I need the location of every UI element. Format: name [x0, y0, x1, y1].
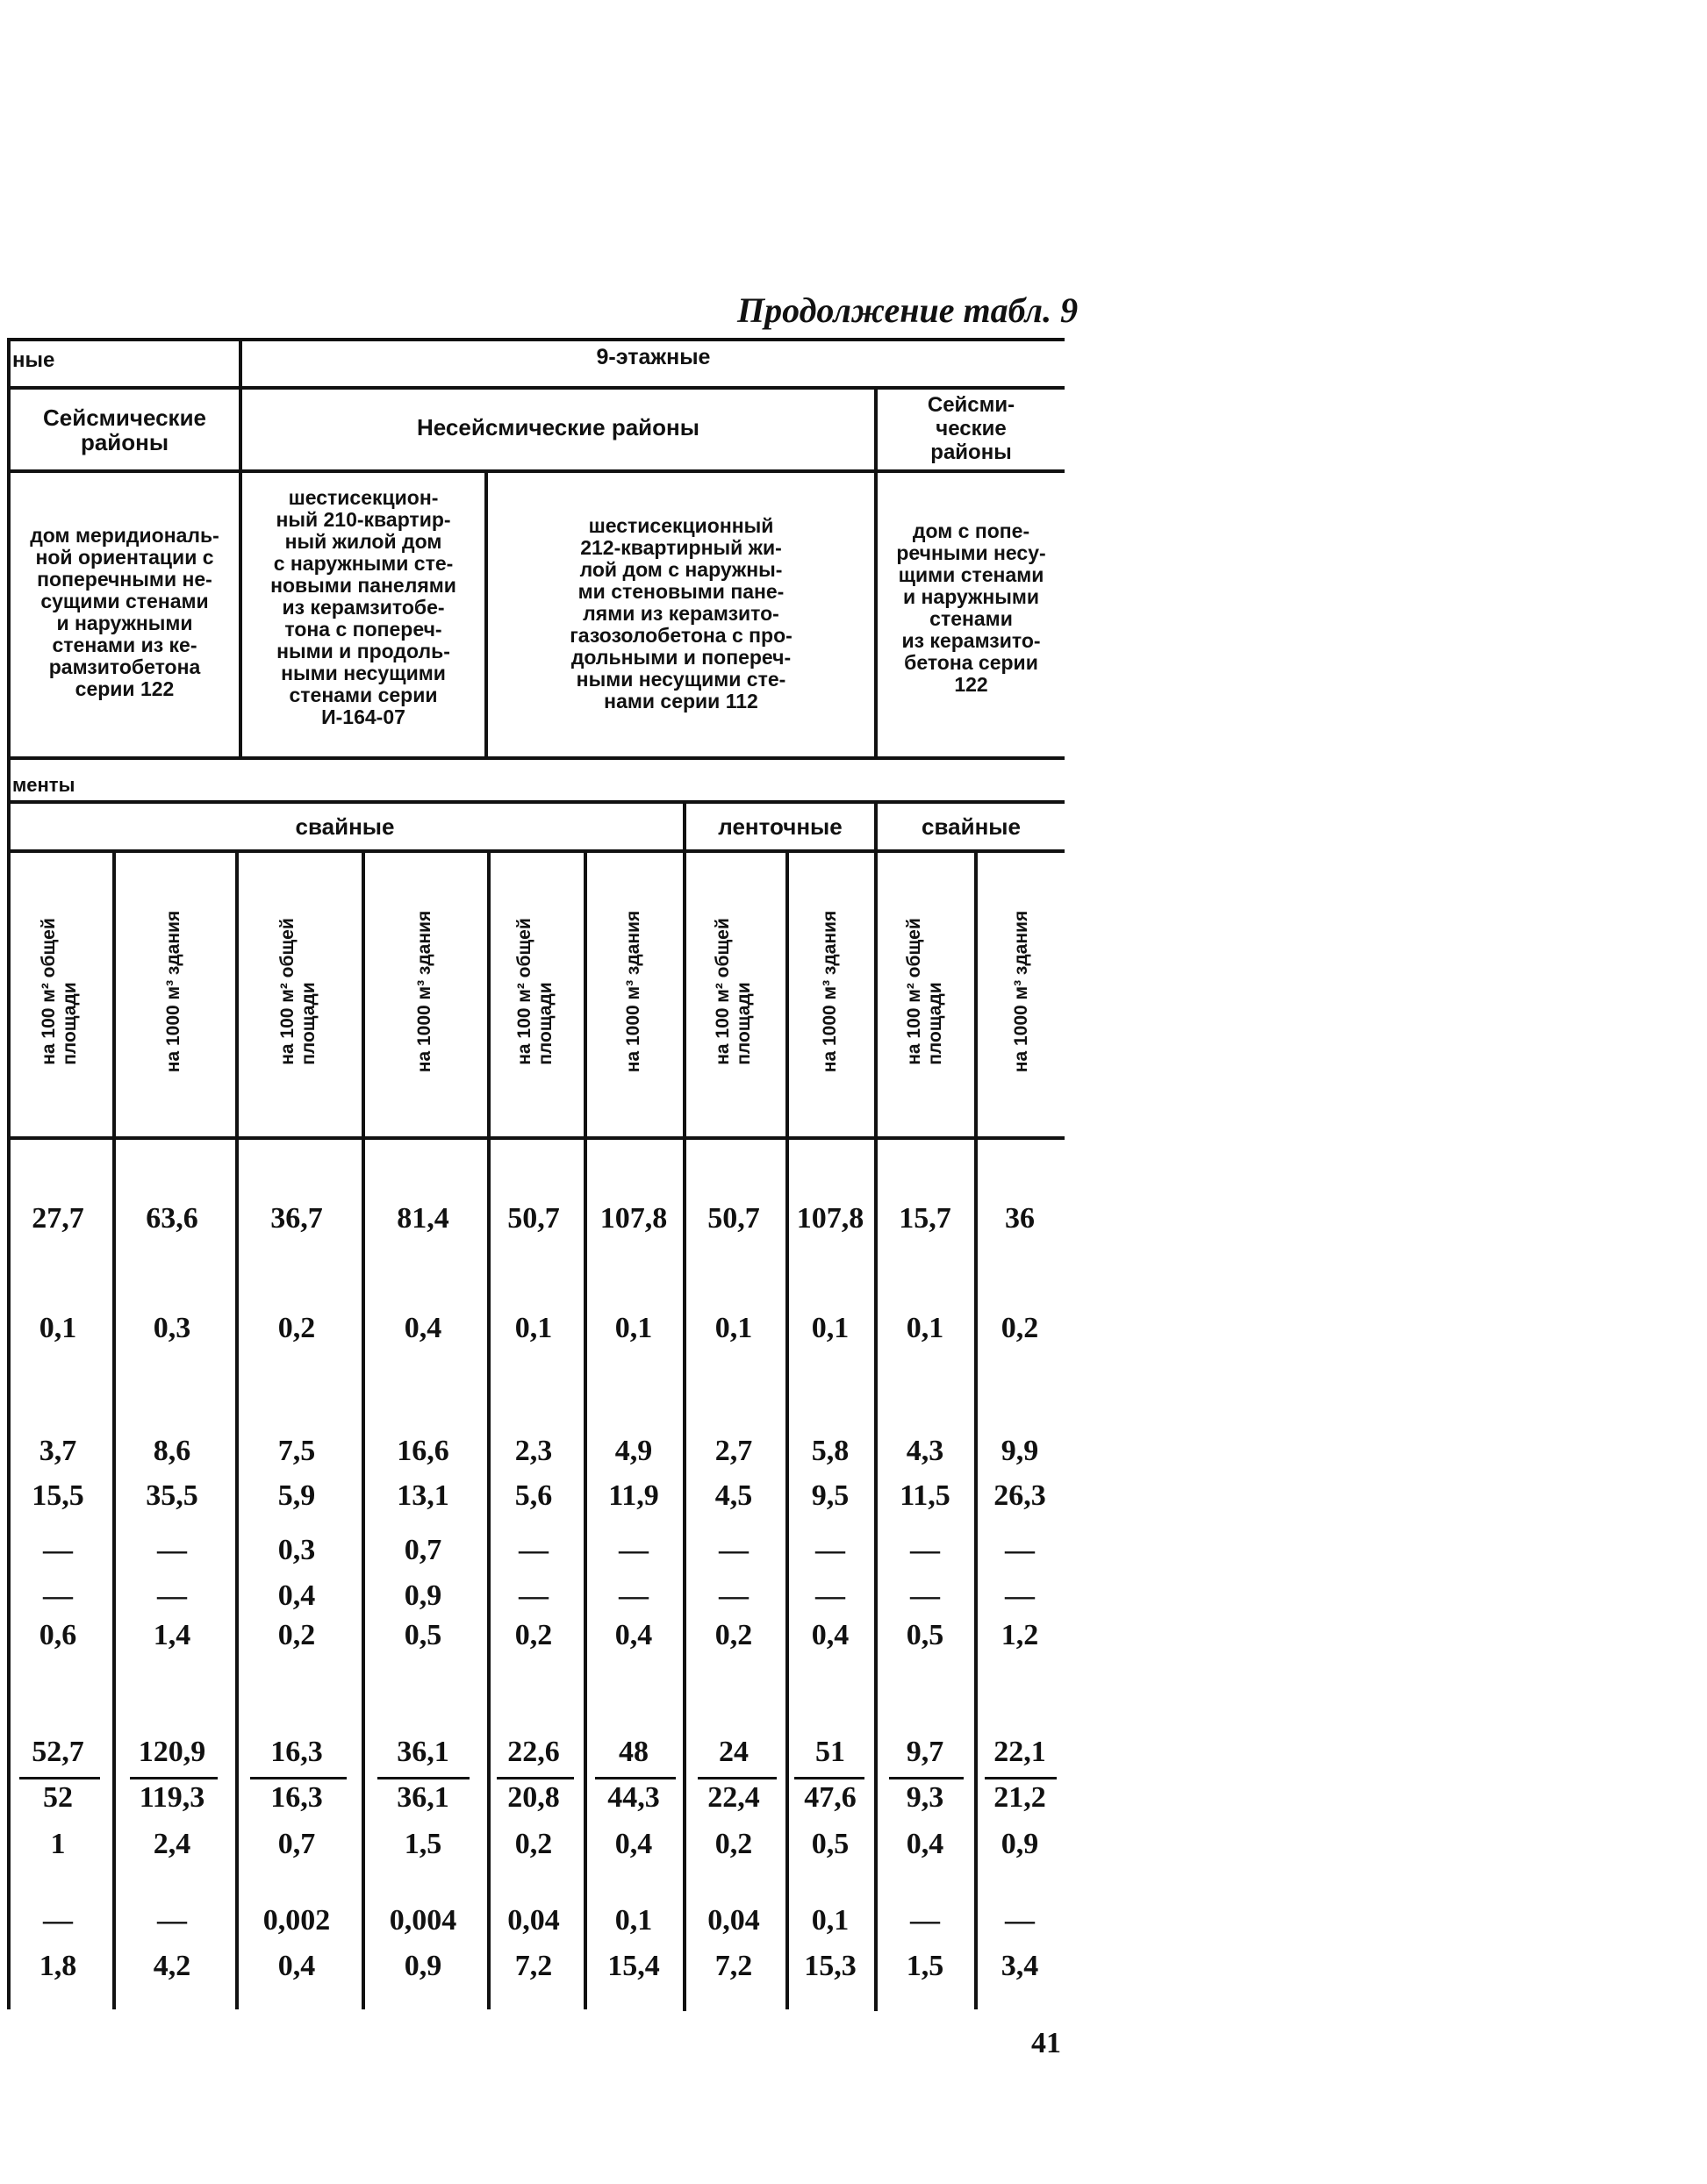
page-number: 41: [1031, 2027, 1061, 2059]
table-cell: 15,4: [607, 1950, 660, 1982]
table-cell: 9,9: [1001, 1435, 1039, 1467]
table-cell: 0,9: [404, 1950, 442, 1982]
table-cell: —: [910, 1904, 940, 1937]
table-cell: 22,1: [993, 1736, 1046, 1768]
table-cell: 81,4: [397, 1202, 449, 1235]
divider-strip-pile: [874, 800, 878, 2011]
table-cell: 48: [619, 1736, 649, 1768]
unit-header-per-1000: на 1000 м³ здания: [1011, 910, 1031, 1073]
table-cell: 4,9: [614, 1435, 653, 1467]
table-cell: 1,8: [39, 1950, 77, 1982]
divider-pile-strip: [683, 800, 686, 2011]
unit-header-per-100: на 100 м² общей площади: [39, 918, 80, 1065]
table-cell: 0,4: [811, 1619, 850, 1651]
table-cell: 0,04: [507, 1904, 560, 1937]
fraction-rule: [889, 1777, 964, 1779]
table-cell: 2,4: [153, 1828, 191, 1860]
building-description-b: шестисекцион- ный 210-квартир- ный жилой дом с наружными сте- новыми панелями из керамзитобе- тона с попереч- ными и продоль- ными несущими стенами серии И-164-07: [270, 486, 456, 728]
table-cell: 7,2: [714, 1950, 753, 1982]
unit-header-per-100: на 100 м² общей площади: [713, 918, 754, 1065]
table-cell: 3,4: [1001, 1950, 1039, 1982]
table-cell: 0,2: [1001, 1312, 1039, 1344]
table-cell: 36,1: [397, 1736, 449, 1768]
table-cell: 0,004: [389, 1904, 457, 1937]
table-cell: —: [719, 1579, 749, 1612]
table-cell: 120,9: [138, 1736, 206, 1768]
table-cell: 0,9: [1001, 1828, 1039, 1860]
col-divider-2: [235, 849, 239, 2009]
table-cell: —: [910, 1534, 940, 1566]
table-cell: 0,9: [404, 1579, 442, 1612]
fraction-rule: [130, 1777, 218, 1779]
table-cell: 8,6: [153, 1435, 191, 1467]
table-cell: 4,3: [906, 1435, 944, 1467]
rule-header-2: [7, 469, 1065, 473]
table-cell: 51: [815, 1736, 845, 1768]
table-cell: —: [719, 1534, 749, 1566]
table-cell: 0,5: [404, 1619, 442, 1651]
fraction-rule: [698, 1777, 777, 1779]
table-cell: 0,4: [277, 1950, 316, 1982]
table-cell: 24: [719, 1736, 749, 1768]
table-cell: 107,8: [796, 1202, 864, 1235]
fraction-rule: [250, 1777, 347, 1779]
rule-foundation-top: [7, 800, 1065, 804]
unit-header-per-1000: на 1000 м³ здания: [163, 910, 183, 1073]
table-cell: —: [43, 1579, 73, 1612]
fraction-rule: [497, 1777, 574, 1779]
table-cell: 36,1: [397, 1781, 449, 1814]
unit-header-per-1000: на 1000 м³ здания: [414, 910, 434, 1073]
table-cell: 11,5: [900, 1479, 950, 1512]
table-cell: 5,9: [277, 1479, 316, 1512]
table-cell: 0,1: [906, 1312, 944, 1344]
rule-header-1: [7, 386, 1065, 390]
table-cell: 16,3: [270, 1781, 323, 1814]
unit-header-per-100: на 100 м² общей площади: [277, 918, 319, 1065]
table-cell: —: [1005, 1534, 1035, 1566]
table-cell: 0,6: [39, 1619, 77, 1651]
unit-header-per-100: на 100 м² общей площади: [904, 918, 945, 1065]
table-cell: 9,5: [811, 1479, 850, 1512]
fraction-rule: [985, 1777, 1057, 1779]
table-cell: 63,6: [146, 1202, 198, 1235]
table-cell: —: [43, 1904, 73, 1937]
col-divider-4: [487, 849, 491, 2009]
col-divider-7: [785, 849, 789, 2009]
table-cell: 0,3: [277, 1534, 316, 1566]
table-cell: 5,6: [514, 1479, 553, 1512]
table-cell: 7,2: [514, 1950, 553, 1982]
table-cell: 4,2: [153, 1950, 191, 1982]
table-cell: 27,7: [32, 1202, 84, 1235]
table-cell: 2,7: [714, 1435, 753, 1467]
unit-header-per-1000: на 1000 м³ здания: [820, 910, 840, 1073]
table-cell: 36: [1005, 1202, 1035, 1235]
table-cell: 0,2: [277, 1619, 316, 1651]
table-cell: 1,2: [1001, 1619, 1039, 1651]
table-cell: 15,7: [899, 1202, 951, 1235]
rule-foundation-types: [7, 849, 1065, 853]
table-cell: 0,3: [153, 1312, 191, 1344]
table-cell: 4,5: [714, 1479, 753, 1512]
table-cell: 7,5: [277, 1435, 316, 1467]
table-cell: 0,1: [811, 1312, 850, 1344]
table-cell: 16,3: [270, 1736, 323, 1768]
table-cell: 0,4: [614, 1828, 653, 1860]
table-cell: 47,6: [804, 1781, 857, 1814]
header-seismic-left: Сейсмические районы: [42, 405, 207, 455]
table-cell: —: [157, 1579, 187, 1612]
fraction-rule: [595, 1777, 676, 1779]
table-cell: 15,3: [804, 1950, 857, 1982]
table-cell: 9,7: [906, 1736, 944, 1768]
header-nonseismic: Несейсмические районы: [417, 414, 699, 440]
table-cell: 9,3: [906, 1781, 944, 1814]
table-cell: 1,5: [906, 1950, 944, 1982]
table-cell: 107,8: [599, 1202, 668, 1235]
header-seismic-right: Сейсми- ческие районы: [927, 393, 1015, 464]
table-cell: 0,1: [39, 1312, 77, 1344]
table-cell: —: [519, 1579, 549, 1612]
table-cell: 0,5: [906, 1619, 944, 1651]
table-cell: 50,7: [507, 1202, 560, 1235]
table-cell: 0,1: [514, 1312, 553, 1344]
table-cell: —: [910, 1579, 940, 1612]
unit-header-per-1000: на 1000 м³ здания: [623, 910, 643, 1073]
table-cell: 0,1: [614, 1312, 653, 1344]
fraction-rule: [794, 1777, 864, 1779]
table-cell: 0,1: [714, 1312, 753, 1344]
table-cell: —: [619, 1579, 649, 1612]
table-cell: —: [1005, 1904, 1035, 1937]
table-cell: 0,7: [277, 1828, 316, 1860]
header-fragment-left: ные: [12, 348, 55, 372]
table-cell: —: [519, 1534, 549, 1566]
rule-buildings: [7, 756, 1065, 760]
table-cell: —: [157, 1534, 187, 1566]
table-cell: 0,1: [614, 1904, 653, 1937]
table-cell: 0,04: [707, 1904, 760, 1937]
table-cell: 0,7: [404, 1534, 442, 1566]
fraction-rule: [377, 1777, 470, 1779]
table-cell: 0,2: [714, 1828, 753, 1860]
header-nine-floor: 9-этажные: [596, 345, 711, 369]
table-cell: 0,2: [514, 1619, 553, 1651]
table-cell: 0,4: [404, 1312, 442, 1344]
table-cell: 20,8: [507, 1781, 560, 1814]
table-cell: —: [157, 1904, 187, 1937]
unit-header-per-100: на 100 м² общей площади: [514, 918, 556, 1065]
table-cell: 21,2: [993, 1781, 1046, 1814]
table-cell: 36,7: [270, 1202, 323, 1235]
table-cell: 44,3: [607, 1781, 660, 1814]
table-cell: 52,7: [32, 1736, 84, 1768]
table-cell: 3,7: [39, 1435, 77, 1467]
table-cell: 0,4: [614, 1619, 653, 1651]
table-cell: 1: [50, 1828, 66, 1860]
table-cell: —: [815, 1579, 845, 1612]
table-cell: 0,002: [262, 1904, 331, 1937]
table-cell: —: [815, 1534, 845, 1566]
fraction-rule: [19, 1777, 100, 1779]
rule-top: [7, 338, 1065, 341]
table-cell: 11,9: [608, 1479, 659, 1512]
col-divider-1: [112, 849, 116, 2009]
col-divider-3: [362, 849, 365, 2009]
foundation-strip: ленточные: [718, 813, 843, 840]
table-cell: —: [1005, 1579, 1035, 1612]
rule-units: [7, 1136, 1065, 1140]
table-cell: 119,3: [139, 1781, 205, 1814]
foundation-pile-right: свайные: [922, 813, 1021, 840]
building-description-c: шестисекционный 212-квартирный жи- лой дом с наружны- ми стеновыми пане- лями из керамзито- газозолобетона с про- дольными и попереч- ными несущими сте- нами серии 112: [570, 514, 793, 712]
table-cell: 1,4: [153, 1619, 191, 1651]
table-caption: Продолжение табл. 9: [737, 290, 1079, 330]
table-cell: 50,7: [707, 1202, 760, 1235]
table-cell: 0,1: [811, 1904, 850, 1937]
col-divider-5: [584, 849, 587, 2009]
table-cell: 0,5: [811, 1828, 850, 1860]
table-cell: 0,2: [714, 1619, 753, 1651]
table-cell: 22,6: [507, 1736, 560, 1768]
table-cell: 0,2: [514, 1828, 553, 1860]
foundation-fragment: менты: [12, 774, 75, 796]
table-cell: 52: [43, 1781, 73, 1814]
foundation-pile-left: свайные: [295, 813, 395, 840]
table-cell: 2,3: [514, 1435, 553, 1467]
col-divider-9: [974, 849, 978, 2009]
table-cell: —: [619, 1534, 649, 1566]
building-description-a: дом меридиональ- ной ориентации с поперечными не- сущими стенами и наружными стенами из ке- рамзитобетона серии 122: [30, 524, 219, 700]
table-cell: —: [43, 1534, 73, 1566]
table-cell: 15,5: [32, 1479, 84, 1512]
table-cell: 0,4: [277, 1579, 316, 1612]
table-cell: 5,8: [811, 1435, 850, 1467]
table-cell: 16,6: [397, 1435, 449, 1467]
table-cell: 13,1: [397, 1479, 449, 1512]
table-cell: 26,3: [993, 1479, 1046, 1512]
table-cell: 35,5: [146, 1479, 198, 1512]
building-description-d: дом с попе- речными несу- щими стенами и наружными стенами из керамзито- бетона серии 122: [896, 519, 1046, 696]
table-cell: 1,5: [404, 1828, 442, 1860]
table-cell: 0,4: [906, 1828, 944, 1860]
table-cell: 22,4: [707, 1781, 760, 1814]
table-cell: 0,2: [277, 1312, 316, 1344]
